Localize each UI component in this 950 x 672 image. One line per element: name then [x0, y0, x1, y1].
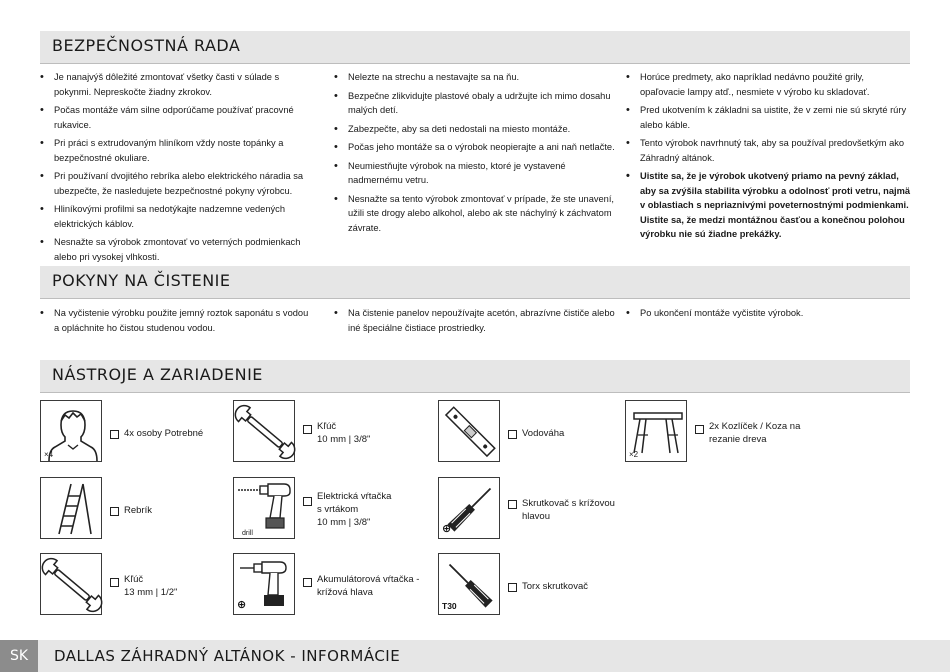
- cleaning-col-2: [334, 306, 616, 339]
- quantity-label: ×4: [44, 450, 54, 459]
- tool-item: [233, 477, 433, 539]
- tool-label: 2x Kozlíček / Koza na rezanie dreva: [709, 421, 801, 445]
- cleaning-item: • Na vyčistenie výrobku použite jemný roztok saponátu s vodou a opláchnite ho čistou studenou vodou.: [40, 306, 312, 335]
- tool-checkbox: [508, 583, 517, 592]
- tool-checkbox: [695, 425, 704, 434]
- tool-checkbox: [303, 578, 312, 587]
- tool-checkbox: [508, 430, 517, 439]
- svg-text:drill: drill: [242, 530, 253, 537]
- safety-item: • Pri používaní dvojitého rebríka alebo elektrického náradia sa ubezpečte, že nasledujete bezpečnostné pokyny výrobcu.: [40, 169, 312, 198]
- safety-col-2: [334, 70, 616, 239]
- tool-item: [233, 553, 433, 615]
- safety-col-1: [40, 70, 312, 268]
- footer-title: DALLAS ZÁHRADNÝ ALTÁNOK - INFORMÁCIE: [54, 647, 401, 665]
- tool-label: Rebrík: [124, 505, 152, 516]
- person-icon: [40, 400, 102, 462]
- safety-item: • Počas jeho montáže sa o výrobok neopierajte a ani naň netlačte.: [334, 140, 616, 155]
- safety-item: • Horúce predmety, ako napríklad nedávno použité grily, opaľovacie lampy atď., nesmiete v výrobo ku skladovať.: [626, 70, 910, 99]
- tool-checkbox: [508, 500, 517, 509]
- safety-col-3: [626, 70, 910, 246]
- tool-label: Torx skrutkovač: [522, 581, 588, 592]
- safety-item: • Nelezte na strechu a nestavajte sa na ňu.: [334, 70, 616, 85]
- tool-label: Elektrická vŕtačka s vrtákom 10 mm | 3/8": [317, 491, 392, 528]
- torx-screwdriver-icon: [438, 553, 500, 615]
- tool-item: [438, 400, 623, 462]
- safety-item: • Zabezpečte, aby sa deti nedostali na miesto montáže.: [334, 122, 616, 137]
- torx-size-label: T30: [442, 601, 457, 611]
- safety-item: • Počas montáže vám silne odporúčame používať pracovné rukavice.: [40, 103, 312, 132]
- safety-item: • Hliníkovými profilmi sa nedotýkajte nadzemne vedených elektrických káblov.: [40, 202, 312, 231]
- tool-label: Vodováha: [522, 428, 565, 439]
- safety-item: • Nesnažte sa tento výrobok zmontovať v prípade, že ste unavení, užili ste drogy alebo alkohol, alebo ak ste náchylný k záchvatom závrate.: [334, 192, 616, 236]
- safety-item: • Je nanajvýš dôležité zmontovať všetky časti v súlade s pokynmi. Nepreskočte žiadny zkrokov.: [40, 70, 312, 99]
- safety-item: • Pri práci s extrudovaným hliníkom vždy noste topánky a bezpečnostné okuliare.: [40, 136, 312, 165]
- tools-title: NÁSTROJE A ZARIADENIE: [52, 365, 263, 384]
- tool-item: [438, 477, 638, 539]
- safety-item: • Pred ukotvením k základni sa uistite, že v zemi nie sú skryté rúry alebo káble.: [626, 103, 910, 132]
- tool-item: [40, 400, 230, 462]
- page-footer: [0, 640, 950, 672]
- cleaning-col-1: [40, 306, 312, 339]
- tool-checkbox: [303, 425, 312, 434]
- tool-checkbox: [303, 497, 312, 506]
- phillips-symbol: ⊕: [237, 599, 247, 611]
- safety-header: [40, 31, 910, 64]
- safety-item: • Bezpečne zlikvidujte plastové obaly a udržujte ich mimo dosahu malých detí.: [334, 89, 616, 118]
- safety-title: BEZPEČNOSTNÁ RADA: [52, 36, 241, 55]
- phillips-symbol: ⊕: [442, 523, 452, 535]
- tool-label: Kľúč 13 mm | 1/2": [124, 574, 178, 598]
- tools-header: [40, 360, 910, 393]
- tool-checkbox: [110, 430, 119, 439]
- tool-item: [40, 553, 230, 615]
- safety-item: • Nesnažte sa výrobok zmontovať vo veterných podmienkach alebo pri vysokej vlhkosti.: [40, 235, 312, 264]
- ladder-icon: [40, 477, 102, 539]
- phillips-screwdriver-icon: [438, 477, 500, 539]
- tool-item: [625, 400, 830, 462]
- tool-checkbox: [110, 578, 119, 587]
- cleaning-item: • Na čistenie panelov nepoužívajte acetón, abrazívne čističe alebo iné špeciálne čistiace prostriedky.: [334, 306, 616, 335]
- cleaning-title: POKYNY NA ČISTENIE: [52, 271, 231, 290]
- safety-item-bold: • Uistite sa, že je výrobok ukotvený priamo na pevný základ, aby sa zvýšila stabilita výrobku a odolnosť proti vetru, najmä v oblastiach s nepriaznivými poveternostnými podmienkami. Uistite sa, že medzi montážnou časťou a konečnou polohou výrobku nie sú žiadne prekážky.: [626, 169, 910, 242]
- wrench-icon: [233, 400, 295, 462]
- tool-item: [40, 477, 230, 539]
- safety-item: • Tento výrobok navrhnutý tak, aby sa používal predovšetkým ako Záhradný altánok.: [626, 136, 910, 165]
- spirit-level-icon: [438, 400, 500, 462]
- cleaning-header: [40, 266, 910, 299]
- tool-label: 4x osoby Potrebné: [124, 428, 204, 439]
- language-tab: SK: [0, 640, 38, 672]
- cleaning-col-3: [626, 306, 910, 325]
- tool-label: Skrutkovač s krížovou hlavou: [522, 498, 615, 522]
- safety-item: • Neumiestňujte výrobok na miesto, ktoré je vystavené nadmernému vetru.: [334, 159, 616, 188]
- cleaning-item: • Po ukončení montáže vyčistite výrobok.: [626, 306, 910, 321]
- cordless-drill-icon: [233, 553, 295, 615]
- drill-icon: [233, 477, 295, 539]
- tool-label: Kľúč 10 mm | 3/8": [317, 421, 371, 445]
- tool-item: [233, 400, 433, 462]
- wrench-icon: [40, 553, 102, 615]
- sawhorse-icon: [625, 400, 687, 462]
- tool-checkbox: [110, 507, 119, 516]
- quantity-label: ×2: [629, 450, 639, 459]
- tool-label: Akumulátorová vŕtačka - krížová hlava: [317, 574, 420, 598]
- tool-item: [438, 553, 638, 615]
